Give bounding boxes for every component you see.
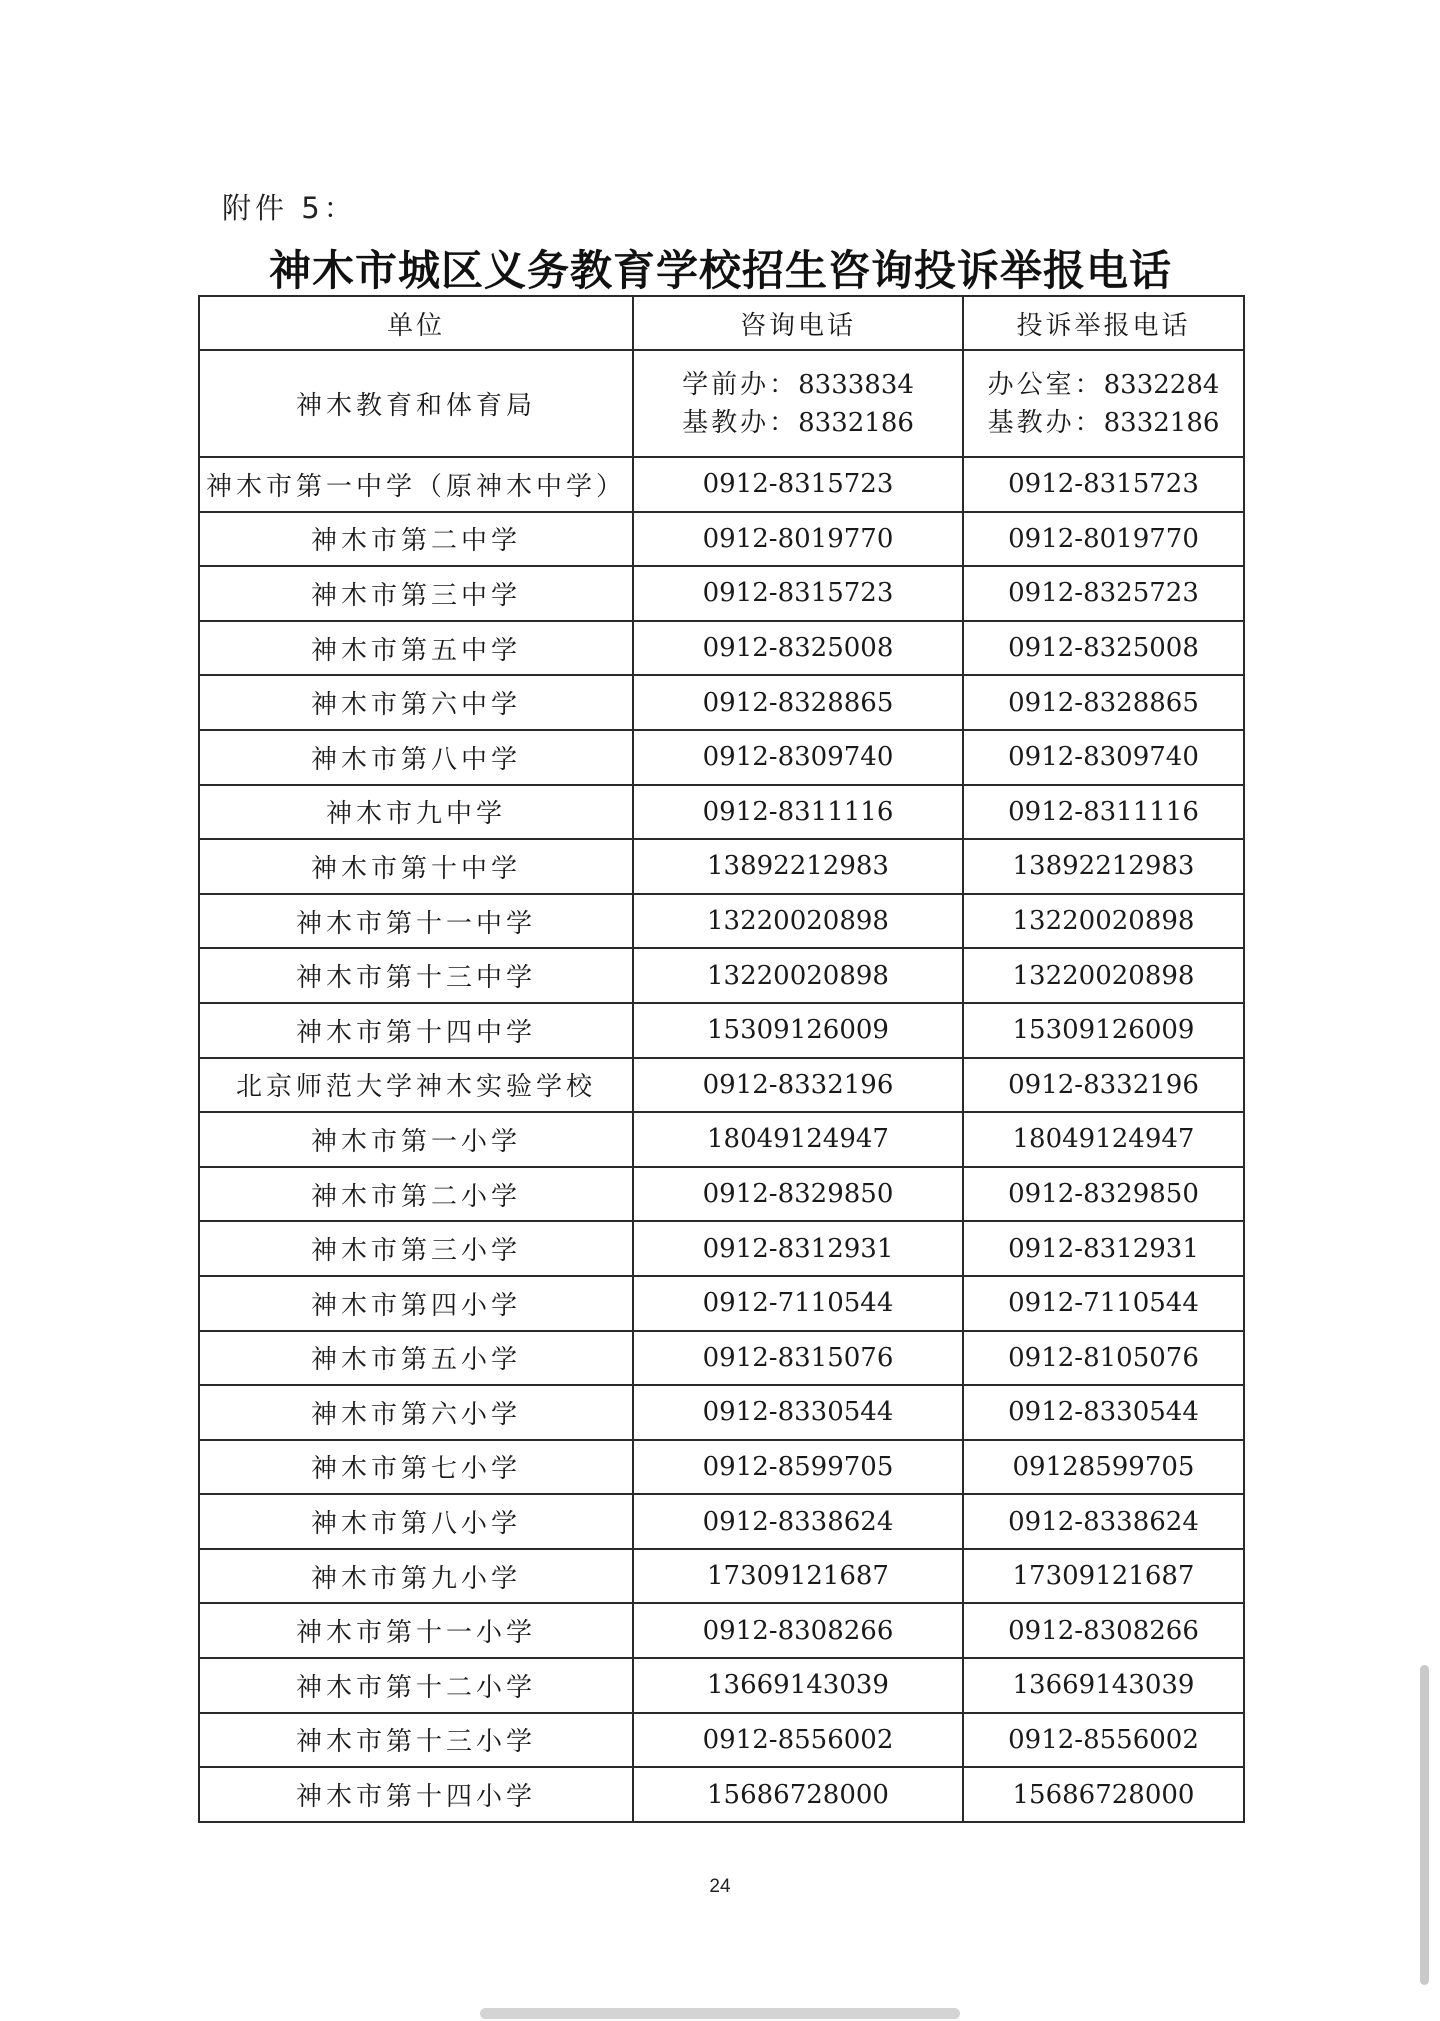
consult-phone-cell: 13220020898 <box>633 894 963 949</box>
complaint-phone-cell: 13220020898 <box>963 894 1244 949</box>
complaint-phone-cell: 15309126009 <box>963 1003 1244 1058</box>
complaint-phone-cell: 0912-8311116 <box>963 785 1244 840</box>
table-row <box>199 1767 1244 1822</box>
unit-cell: 神木市第六中学 <box>199 675 633 730</box>
horizontal-scrollbar[interactable] <box>480 2008 960 2019</box>
phone-number: 8332186 <box>798 407 914 438</box>
unit-cell: 神木市第八小学 <box>199 1494 633 1549</box>
header-unit: 单位 <box>199 296 633 350</box>
unit-cell: 神木市第一中学（原神木中学） <box>199 457 633 512</box>
document-title: 神木市城区义务教育学校招生咨询投诉举报电话 <box>268 246 1172 295</box>
unit-cell: 神木市第十一中学 <box>199 894 633 949</box>
bureau-consult-line-1 <box>634 366 962 404</box>
office-label: 办公室： <box>987 369 1104 400</box>
header-consult-phone: 咨询电话 <box>633 296 963 350</box>
vertical-scrollbar[interactable] <box>1420 1665 1429 1985</box>
office-label: 基教办： <box>987 407 1104 438</box>
consult-phone-cell: 0912-8329850 <box>633 1167 963 1222</box>
complaint-phone-cell: 13669143039 <box>963 1658 1244 1713</box>
complaint-phone-cell: 09128599705 <box>963 1440 1244 1495</box>
contact-table <box>198 295 1245 1823</box>
unit-cell: 神木市第八中学 <box>199 730 633 785</box>
complaint-phone-cell: 13220020898 <box>963 948 1244 1003</box>
table-row-bureau <box>199 350 1244 457</box>
complaint-phone-cell: 0912-8338624 <box>963 1494 1244 1549</box>
complaint-phone-cell: 0912-8312931 <box>963 1221 1244 1276</box>
complaint-phone-cell: 0912-8328865 <box>963 675 1244 730</box>
unit-cell: 神木市第二中学 <box>199 512 633 567</box>
complaint-phone-cell: 17309121687 <box>963 1549 1244 1604</box>
complaint-phone-cell: 0912-8105076 <box>963 1331 1244 1386</box>
consult-phone-cell: 0912-8312931 <box>633 1221 963 1276</box>
consult-phone-cell: 13892212983 <box>633 839 963 894</box>
unit-cell: 神木市第十四小学 <box>199 1767 633 1822</box>
header-complaint-phone: 投诉举报电话 <box>963 296 1244 350</box>
consult-phone-cell: 0912-8308266 <box>633 1603 963 1658</box>
consult-phone-cell: 13220020898 <box>633 948 963 1003</box>
bureau-complaint-line-1 <box>964 366 1243 404</box>
bureau-consult-phones <box>633 350 963 457</box>
attachment-label: 附件 5： <box>222 191 357 225</box>
table-row <box>199 1003 1244 1058</box>
complaint-phone-cell: 0912-8330544 <box>963 1385 1244 1440</box>
unit-cell: 神木市第三中学 <box>199 566 633 621</box>
page-number: 24 <box>709 1876 731 1897</box>
bureau-complaint-phones <box>963 350 1244 457</box>
unit-cell: 神木市第十中学 <box>199 839 633 894</box>
bureau-complaint-line-2 <box>964 404 1243 442</box>
table-row <box>199 621 1244 676</box>
unit-cell: 神木市第一小学 <box>199 1112 633 1167</box>
unit-cell: 神木市第十三中学 <box>199 948 633 1003</box>
bureau-consult-line-2 <box>634 404 962 442</box>
table-row <box>199 1167 1244 1222</box>
consult-phone-cell: 0912-8330544 <box>633 1385 963 1440</box>
unit-cell: 神木市第九小学 <box>199 1549 633 1604</box>
table-row <box>199 894 1244 949</box>
consult-phone-cell: 0912-8332196 <box>633 1058 963 1113</box>
table-row <box>199 1058 1244 1113</box>
table-row <box>199 730 1244 785</box>
consult-phone-cell: 0912-8338624 <box>633 1494 963 1549</box>
table-row <box>199 512 1244 567</box>
complaint-phone-cell: 0912-8325008 <box>963 621 1244 676</box>
consult-phone-cell: 0912-8556002 <box>633 1713 963 1768</box>
phone-number: 8332186 <box>1103 407 1220 438</box>
table-row <box>199 1276 1244 1331</box>
table-row <box>199 1112 1244 1167</box>
table-row <box>199 948 1244 1003</box>
table-row <box>199 1713 1244 1768</box>
table-header-row <box>199 296 1244 350</box>
unit-cell: 神木市第六小学 <box>199 1385 633 1440</box>
unit-cell: 神木市第二小学 <box>199 1167 633 1222</box>
consult-phone-cell: 0912-8315076 <box>633 1331 963 1386</box>
unit-cell: 神木市第十四中学 <box>199 1003 633 1058</box>
table-row <box>199 566 1244 621</box>
unit-cell: 神木市第十一小学 <box>199 1603 633 1658</box>
consult-phone-cell: 0912-7110544 <box>633 1276 963 1331</box>
unit-cell: 神木市第五中学 <box>199 621 633 676</box>
office-label: 学前办： <box>682 369 799 400</box>
complaint-phone-cell: 0912-8315723 <box>963 457 1244 512</box>
unit-cell: 神木市第五小学 <box>199 1331 633 1386</box>
table-row <box>199 1221 1244 1276</box>
table-row <box>199 839 1244 894</box>
table-row <box>199 1331 1244 1386</box>
table-row <box>199 1385 1244 1440</box>
complaint-phone-cell: 18049124947 <box>963 1112 1244 1167</box>
complaint-phone-cell: 0912-8019770 <box>963 512 1244 567</box>
complaint-phone-cell: 13892212983 <box>963 839 1244 894</box>
table-row <box>199 1549 1244 1604</box>
office-label: 基教办： <box>682 407 799 438</box>
complaint-phone-cell: 0912-8556002 <box>963 1713 1244 1768</box>
table-row <box>199 1440 1244 1495</box>
consult-phone-cell: 0912-8328865 <box>633 675 963 730</box>
consult-phone-cell: 13669143039 <box>633 1658 963 1713</box>
unit-cell: 神木市第三小学 <box>199 1221 633 1276</box>
complaint-phone-cell: 0912-7110544 <box>963 1276 1244 1331</box>
consult-phone-cell: 0912-8599705 <box>633 1440 963 1495</box>
consult-phone-cell: 0912-8315723 <box>633 457 963 512</box>
consult-phone-cell: 0912-8311116 <box>633 785 963 840</box>
complaint-phone-cell: 0912-8329850 <box>963 1167 1244 1222</box>
complaint-phone-cell: 0912-8308266 <box>963 1603 1244 1658</box>
consult-phone-cell: 0912-8325008 <box>633 621 963 676</box>
consult-phone-cell: 15309126009 <box>633 1003 963 1058</box>
table-row <box>199 457 1244 512</box>
unit-cell: 神木市第七小学 <box>199 1440 633 1495</box>
unit-cell: 神木市第十三小学 <box>199 1713 633 1768</box>
complaint-phone-cell: 0912-8309740 <box>963 730 1244 785</box>
unit-cell: 神木市第十二小学 <box>199 1658 633 1713</box>
unit-cell: 北京师范大学神木实验学校 <box>199 1058 633 1113</box>
complaint-phone-cell: 0912-8332196 <box>963 1058 1244 1113</box>
table-row <box>199 1658 1244 1713</box>
complaint-phone-cell: 0912-8325723 <box>963 566 1244 621</box>
consult-phone-cell: 0912-8309740 <box>633 730 963 785</box>
consult-phone-cell: 15686728000 <box>633 1767 963 1822</box>
phone-number: 8332284 <box>1103 369 1220 400</box>
consult-phone-cell: 0912-8019770 <box>633 512 963 567</box>
table-row <box>199 1494 1244 1549</box>
table-row <box>199 1603 1244 1658</box>
consult-phone-cell: 17309121687 <box>633 1549 963 1604</box>
phone-number: 8333834 <box>798 369 914 400</box>
complaint-phone-cell: 15686728000 <box>963 1767 1244 1822</box>
consult-phone-cell: 18049124947 <box>633 1112 963 1167</box>
table-row <box>199 675 1244 730</box>
bureau-unit: 神木教育和体育局 <box>199 350 633 457</box>
table-row <box>199 785 1244 840</box>
unit-cell: 神木市第四小学 <box>199 1276 633 1331</box>
consult-phone-cell: 0912-8315723 <box>633 566 963 621</box>
unit-cell: 神木市九中学 <box>199 785 633 840</box>
